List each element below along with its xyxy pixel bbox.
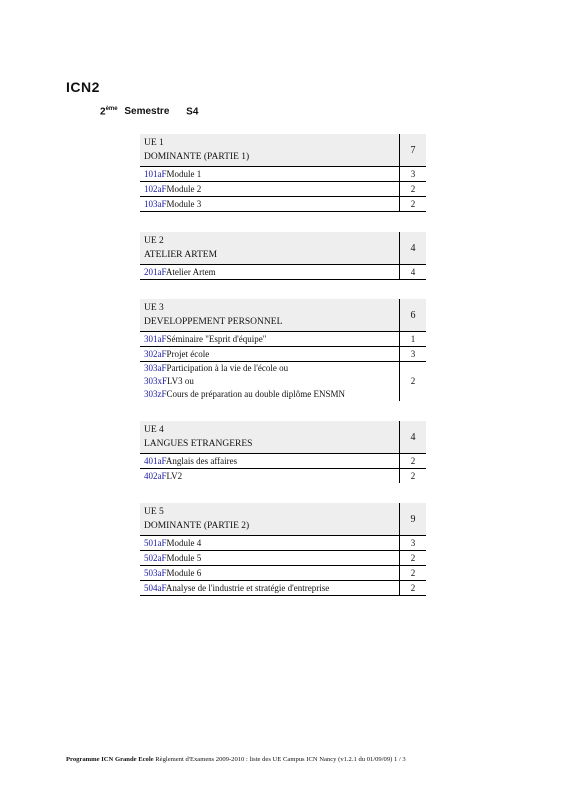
ue-credits: 6 <box>399 299 426 331</box>
module-row <box>140 331 426 346</box>
ue-block-1 <box>140 134 426 212</box>
module-code[interactable]: 102aF <box>144 184 167 194</box>
module-code[interactable]: 502aF <box>144 553 167 563</box>
module-credits: 3 <box>399 347 426 361</box>
ue-credits: 4 <box>399 421 426 453</box>
module-row <box>140 468 426 483</box>
module-credits: 2 <box>399 469 426 483</box>
module-credits: 2 <box>399 566 426 580</box>
ue-block-2 <box>140 232 426 280</box>
semester-heading <box>100 106 198 117</box>
module-row <box>140 181 426 196</box>
footer-program: Programme ICN Grande Ecole <box>66 756 154 763</box>
module-code[interactable]: 303zF <box>144 389 167 399</box>
module-row <box>140 535 426 550</box>
ue-block-5 <box>140 503 426 596</box>
module-code[interactable]: 302aF <box>144 349 167 359</box>
ue-header <box>140 232 426 264</box>
module-name: Projet école <box>166 349 210 359</box>
module-credits: 2 <box>399 182 426 196</box>
ue-title: DOMINANTE (PARTIE 1) <box>144 152 250 162</box>
semester-code: S4 <box>186 106 199 118</box>
module-row <box>140 196 426 212</box>
module-name: Module 3 <box>166 199 202 209</box>
module-row <box>140 264 426 280</box>
module-name: Module 6 <box>166 568 202 578</box>
module-code[interactable]: 303xF <box>144 376 168 386</box>
module-code[interactable]: 301aF <box>144 334 167 344</box>
choice-line <box>144 375 399 388</box>
choice-line <box>144 362 399 375</box>
module-name: LV2 <box>166 471 183 481</box>
ue-header <box>140 134 426 166</box>
footer-page-number: 1 / 3 <box>394 756 406 763</box>
ue-number: UE 2 <box>144 236 164 246</box>
page-footer <box>66 756 406 763</box>
module-row <box>140 565 426 580</box>
module-row <box>140 580 426 596</box>
module-code[interactable]: 103aF <box>144 199 167 209</box>
module-code[interactable]: 303aF <box>144 363 167 373</box>
module-credits: 2 <box>399 197 426 211</box>
module-name: Atelier Artem <box>165 267 216 277</box>
module-code[interactable]: 201aF <box>144 267 166 277</box>
choice-line <box>144 388 399 401</box>
ue-number: UE 4 <box>144 425 164 435</box>
module-credits: 3 <box>399 536 426 550</box>
module-credits: 1 <box>399 332 426 346</box>
ue-header <box>140 503 426 535</box>
semester-sup: ème <box>105 106 118 112</box>
ue-number: UE 3 <box>144 303 164 313</box>
module-row <box>140 166 426 181</box>
module-code[interactable]: 402aF <box>144 471 167 481</box>
module-name: Module 2 <box>166 184 202 194</box>
module-credits: 2 <box>399 581 426 595</box>
ue-title: LANGUES ETRANGERES <box>144 439 253 449</box>
ue-title: ATELIER ARTEM <box>144 250 218 260</box>
page-title: ICN2 <box>66 79 100 95</box>
ue-credits: 9 <box>399 503 426 535</box>
module-name: Cours de préparation au double diplôme ENSMN <box>166 389 345 399</box>
ue-number: UE 5 <box>144 507 164 517</box>
ue-credits: 4 <box>399 232 426 264</box>
footer-document: Règlement d'Examens 2009-2010 : liste des UE <box>155 756 282 763</box>
module-code[interactable]: 501aF <box>144 538 167 548</box>
module-credits: 4 <box>399 265 426 279</box>
module-name: Module 5 <box>166 553 202 563</box>
module-choice-row <box>140 361 426 401</box>
footer-campus: Campus ICN Nancy (v1.2.1 du 01/09/09) <box>283 756 393 763</box>
module-name: LV3 ou <box>167 376 194 386</box>
module-name: Module 4 <box>166 538 202 548</box>
module-code[interactable]: 101aF <box>144 169 167 179</box>
module-credits: 2 <box>399 362 426 401</box>
module-row <box>140 550 426 565</box>
module-code[interactable]: 401aF <box>144 456 166 466</box>
ue-header <box>140 299 426 331</box>
ue-credits: 7 <box>399 134 426 166</box>
module-name: Séminaire "Esprit d'équipe" <box>166 334 267 344</box>
ue-block-3 <box>140 299 426 401</box>
module-credits: 2 <box>399 454 426 468</box>
module-credits: 2 <box>399 551 426 565</box>
module-name: Participation à la vie de l'école ou <box>166 363 289 373</box>
module-row <box>140 346 426 361</box>
module-name: Analyse de l'industrie et stratégie d'entreprise <box>165 583 330 593</box>
module-code[interactable]: 504aF <box>144 583 166 593</box>
module-credits: 3 <box>399 167 426 181</box>
module-name: Anglais des affaires <box>165 456 238 466</box>
ue-header <box>140 421 426 453</box>
ue-number: UE 1 <box>144 138 164 148</box>
module-code[interactable]: 503aF <box>144 568 167 578</box>
ue-title: DOMINANTE (PARTIE 2) <box>144 521 250 531</box>
module-name: Module 1 <box>166 169 202 179</box>
module-row <box>140 453 426 468</box>
ue-title: DEVELOPPEMENT PERSONNEL <box>144 317 283 327</box>
semester-label: Semestre <box>124 106 170 118</box>
semester-number: 2 <box>100 106 106 118</box>
ue-block-4 <box>140 421 426 483</box>
